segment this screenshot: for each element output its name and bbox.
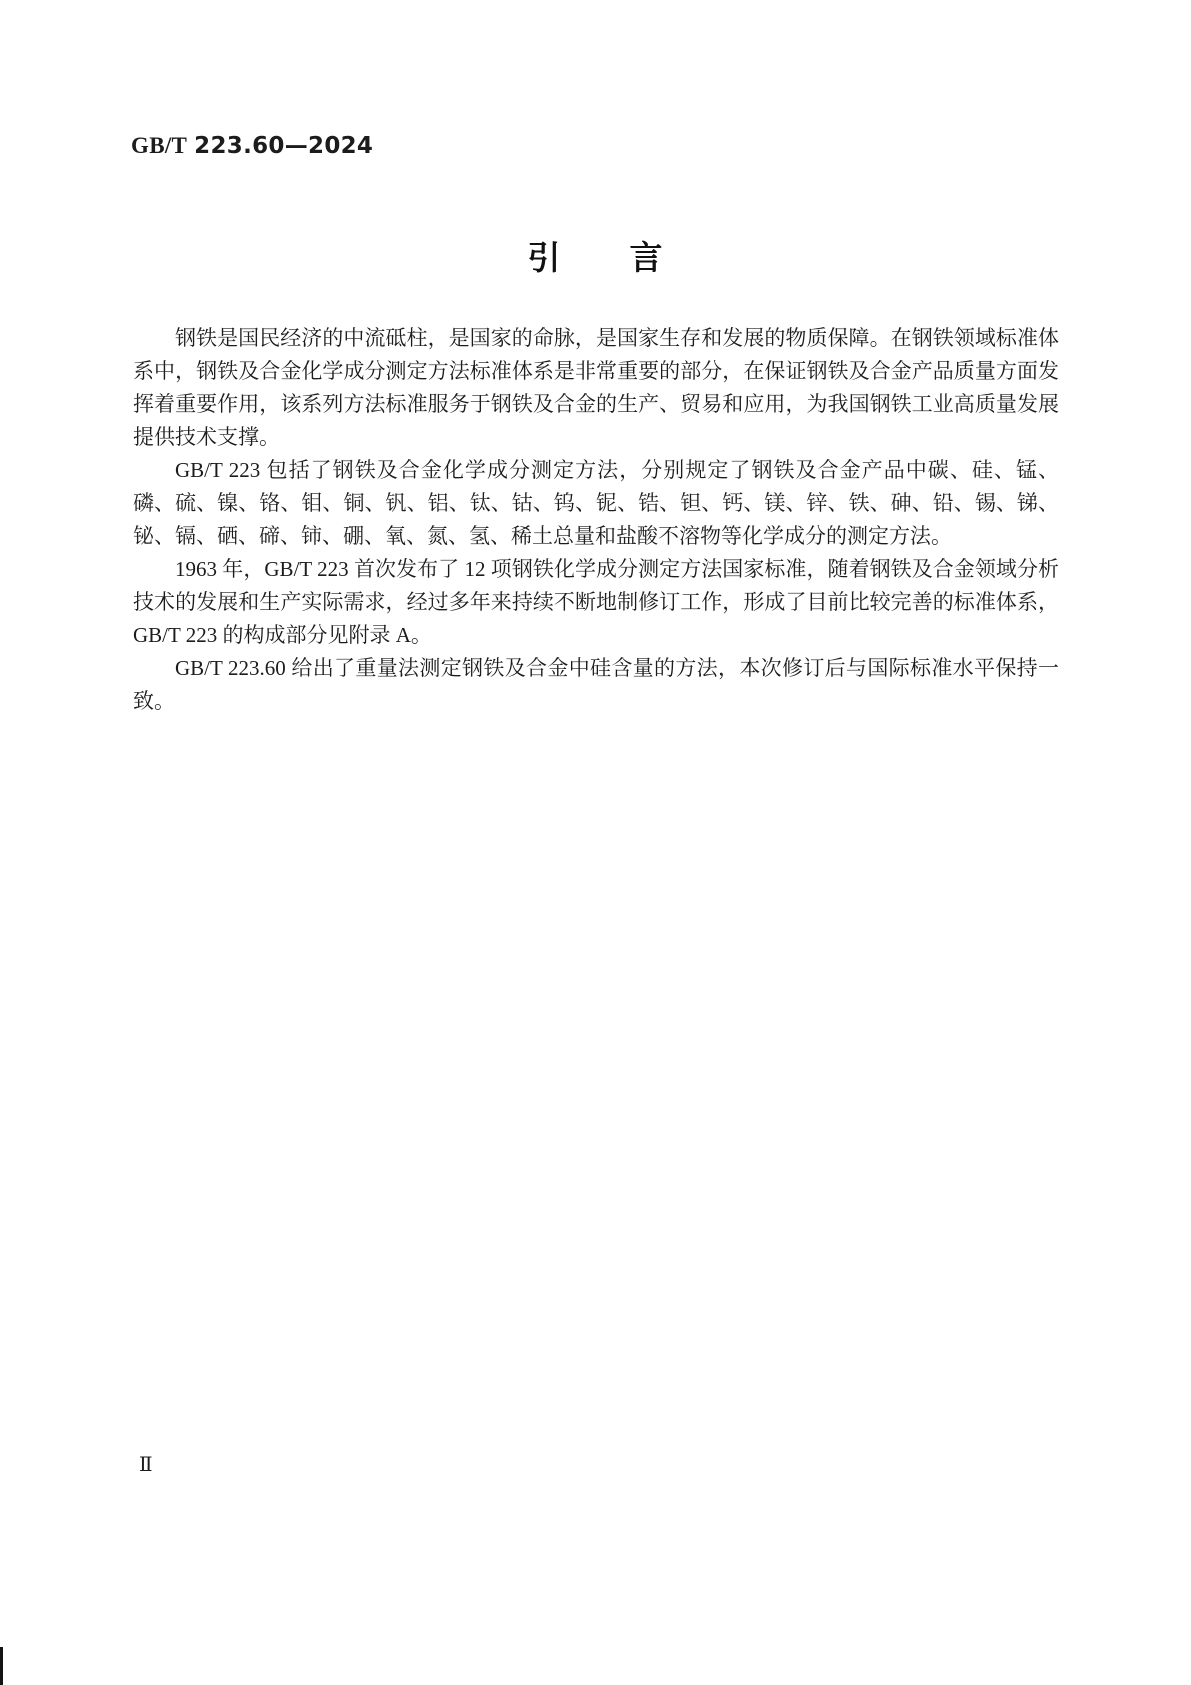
standard-code-header (131, 133, 373, 159)
standard-code-number: 223.60—2024 (194, 133, 374, 159)
standard-code-prefix: GB/T (131, 133, 188, 158)
body-text (133, 322, 1059, 718)
paragraph-1: 钢铁是国民经济的中流砥柱，是国家的命脉，是国家生存和发展的物质保障。在钢铁领域标准体系中，钢铁及合金化学成分测定方法标准体系是非常重要的部分，在保证钢铁及合金产品质量方面发挥着重要作用，该系列方法标准服务于钢铁及合金的生产、贸易和应用，为我国钢铁工业高质量发展提供技术支撑。 (133, 326, 1059, 449)
paragraph-4: GB/T 223.60 给出了重量法测定钢铁及合金中硅含量的方法，本次修订后与国际标准水平保持一致。 (133, 656, 1059, 713)
paragraph-3: 1963 年，GB/T 223 首次发布了 12 项钢铁化学成分测定方法国家标准，随着钢铁及合金领域分析技术的发展和生产实际需求，经过多年来持续不断地制修订工作，形成了目前比较完善的标准体系，GB/T 223 的构成部分见附录 A。 (133, 557, 1059, 647)
paragraph-2: GB/T 223 包括了钢铁及合金化学成分测定方法，分别规定了钢铁及合金产品中碳、硅、锰、磷、硫、镍、铬、钼、铜、钒、铝、钛、钴、钨、铌、锆、钽、钙、镁、锌、铁、砷、铅、锡、锑、铋、镉、硒、碲、铈、硼、氧、氮、氢、稀土总量和盐酸不溶物等化学成分的测定方法。 (133, 458, 1059, 548)
scan-artifact-mark (0, 1647, 3, 1685)
page-title: 引 言 (527, 239, 664, 276)
page-number: Ⅱ (139, 1454, 153, 1476)
